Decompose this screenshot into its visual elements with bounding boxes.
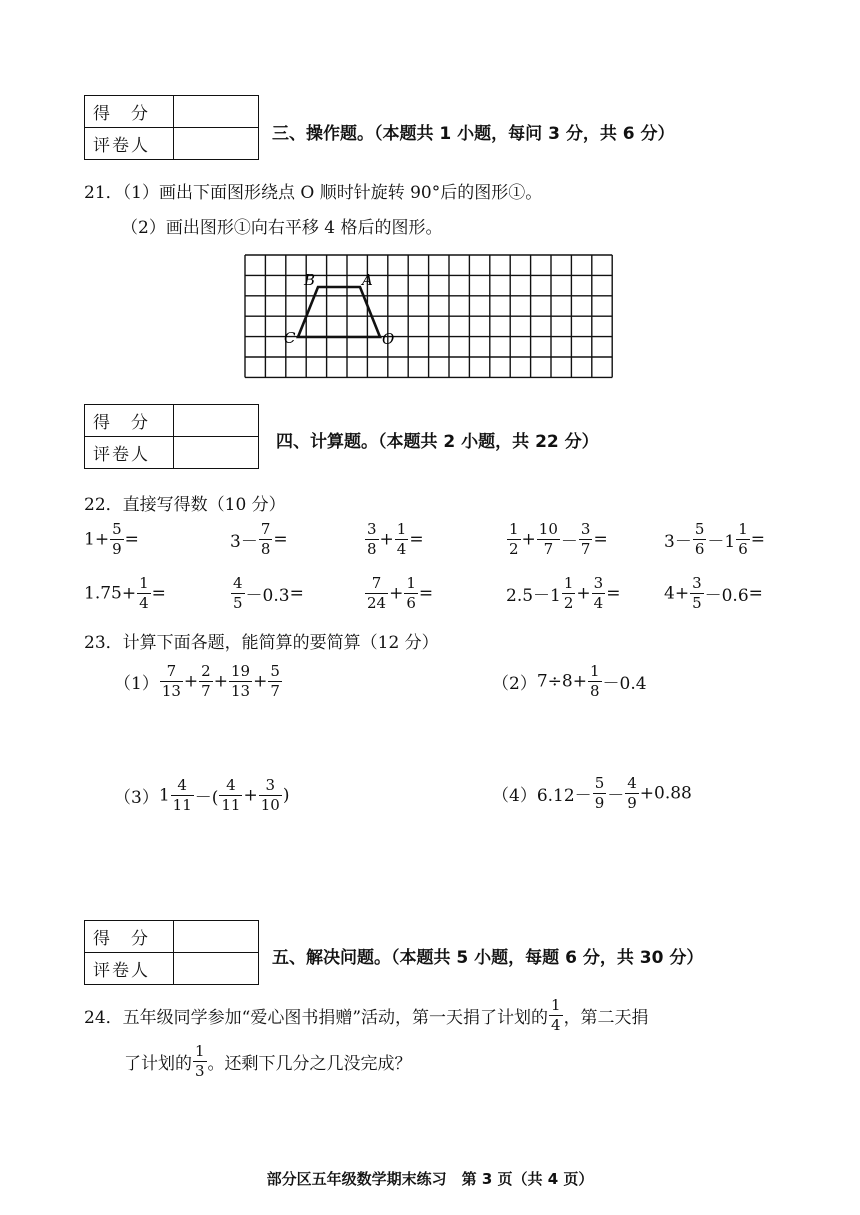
score-label: 得 分	[85, 405, 174, 437]
fraction: $\frac{7}{13}$	[161, 662, 181, 700]
score-box-section3	[84, 95, 259, 160]
fraction: $\frac{1}{6}$	[406, 574, 416, 612]
score-blank	[174, 921, 259, 953]
section4-title: 四、计算题。（本题共 2 小题，共 22 分）	[276, 432, 599, 452]
grader-blank	[174, 437, 259, 469]
q22-row1-expr1: 1+ $\frac{5}{9}$ =	[84, 520, 139, 558]
fraction: $\frac{3}{10}$	[260, 776, 280, 814]
fraction: $\frac{1}{6}$	[738, 520, 748, 558]
page-footer: 部分区五年级数学期末练习 第 3 页（共 4 页）	[266, 1170, 594, 1188]
q22-row2-expr2: $\frac{4}{5}$ －0.3=	[233, 574, 304, 612]
q22-row1-expr2: 3－ $\frac{7}{8}$ =	[230, 520, 288, 558]
q22-row1-expr4: $\frac{1}{2}$ + $\frac{10}{7}$ － $\frac{3}{7}$ =	[509, 520, 608, 558]
q22-row1-expr5: 3－ $\frac{5}{6}$ －1 $\frac{1}{6}$ =	[664, 520, 765, 558]
point-a-label: A	[362, 271, 373, 289]
fraction: $\frac{1}{2}$	[509, 520, 519, 558]
fraction: $\frac{3}{5}$	[692, 574, 702, 612]
fraction: $\frac{1}{4}$	[139, 574, 149, 612]
q23-title: 23．计算下面各题，能简算的要简算（12 分）	[84, 633, 439, 653]
score-box-section4	[84, 404, 259, 469]
grader-label: 评卷人	[85, 128, 174, 160]
point-b-label: B	[304, 271, 316, 289]
fraction: $\frac{1}{4}$	[396, 520, 407, 558]
score-label: 得 分	[85, 921, 174, 953]
q24-line2: 了计划的 $\frac{1}{3}$ 。还剩下几分之几没完成？	[124, 1042, 412, 1080]
q24-line1: 24．五年级同学参加“爱心图书捐赠”活动，第一天捐了计划的 $\frac{1}{4}$ ，第二天捐	[84, 996, 649, 1034]
section5-title: 五、解决问题。（本题共 5 小题，每题 6 分，共 30 分）	[272, 948, 704, 968]
fraction: $\frac{1}{3}$	[195, 1042, 205, 1080]
fraction: $\frac{5}{9}$	[112, 520, 122, 558]
q22-row2-expr3: $\frac{7}{24}$ + $\frac{1}{6}$ =	[367, 574, 434, 612]
grader-blank	[174, 128, 259, 160]
grader-label: 评卷人	[85, 953, 174, 985]
fraction: $\frac{7}{24}$	[367, 574, 387, 612]
score-blank	[174, 405, 259, 437]
q21-part1: 21．（1）画出下面图形绕点 O 顺时针旋转 90°后的图形①。	[84, 183, 543, 203]
q22-row2-expr1: 1.75+ $\frac{1}{4}$ =	[84, 574, 166, 612]
q23-part3: （3）1 $\frac{4}{11}$ －( $\frac{4}{11}$ + $\frac{3}{10}$ )	[114, 776, 290, 814]
fraction: $\frac{10}{7}$	[538, 520, 558, 558]
fraction: $\frac{7}{8}$	[260, 520, 271, 558]
fraction: $\frac{3}{7}$	[580, 520, 591, 558]
fraction: $\frac{5}{6}$	[694, 520, 705, 558]
score-blank	[174, 96, 259, 128]
rotation-grid	[244, 253, 624, 393]
q23-part4: （4）6.12－ $\frac{5}{9}$ － $\frac{4}{9}$ +0.88	[492, 774, 692, 812]
fraction: $\frac{1}{8}$	[589, 662, 600, 700]
section3-title: 三、操作题。（本题共 1 小题，每问 3 分，共 6 分）	[272, 124, 675, 144]
fraction: $\frac{1}{4}$	[551, 996, 561, 1034]
q23-part2: （2）7÷8+ $\frac{1}{8}$ －0.4	[492, 662, 647, 700]
score-label: 得 分	[85, 96, 174, 128]
point-c-label: C	[284, 329, 296, 347]
fraction: $\frac{4}{9}$	[627, 774, 637, 812]
q22-row2-expr5: 4+ $\frac{3}{5}$ －0.6=	[664, 574, 763, 612]
fraction: $\frac{3}{4}$	[593, 574, 604, 612]
grader-label: 评卷人	[85, 437, 174, 469]
point-o-label: O	[382, 330, 395, 348]
fraction: $\frac{3}{8}$	[367, 520, 377, 558]
fraction: $\frac{4}{11}$	[172, 776, 192, 814]
fraction: $\frac{2}{7}$	[201, 662, 211, 700]
grader-blank	[174, 953, 259, 985]
grid-svg	[244, 253, 624, 388]
fraction: $\frac{4}{5}$	[233, 574, 243, 612]
fraction: $\frac{5}{9}$	[594, 774, 605, 812]
fraction: $\frac{4}{11}$	[221, 776, 241, 814]
q21-part2: （2）画出图形①向右平移 4 格后的图形。	[121, 218, 443, 238]
fraction: $\frac{19}{13}$	[230, 662, 251, 700]
q22-row1-expr3: $\frac{3}{8}$ + $\frac{1}{4}$ =	[367, 520, 424, 558]
fraction: $\frac{5}{7}$	[270, 662, 280, 700]
q23-part1: （1） $\frac{7}{13}$ + $\frac{2}{7}$ + $\frac{19}{13}$ + $\frac{5}{7}$	[114, 662, 280, 700]
q22-title: 22．直接写得数（10 分）	[84, 495, 286, 515]
fraction: $\frac{1}{2}$	[563, 574, 574, 612]
score-box-section5	[84, 920, 259, 985]
q22-row2-expr4: 2.5－1 $\frac{1}{2}$ + $\frac{3}{4}$ =	[506, 574, 621, 612]
